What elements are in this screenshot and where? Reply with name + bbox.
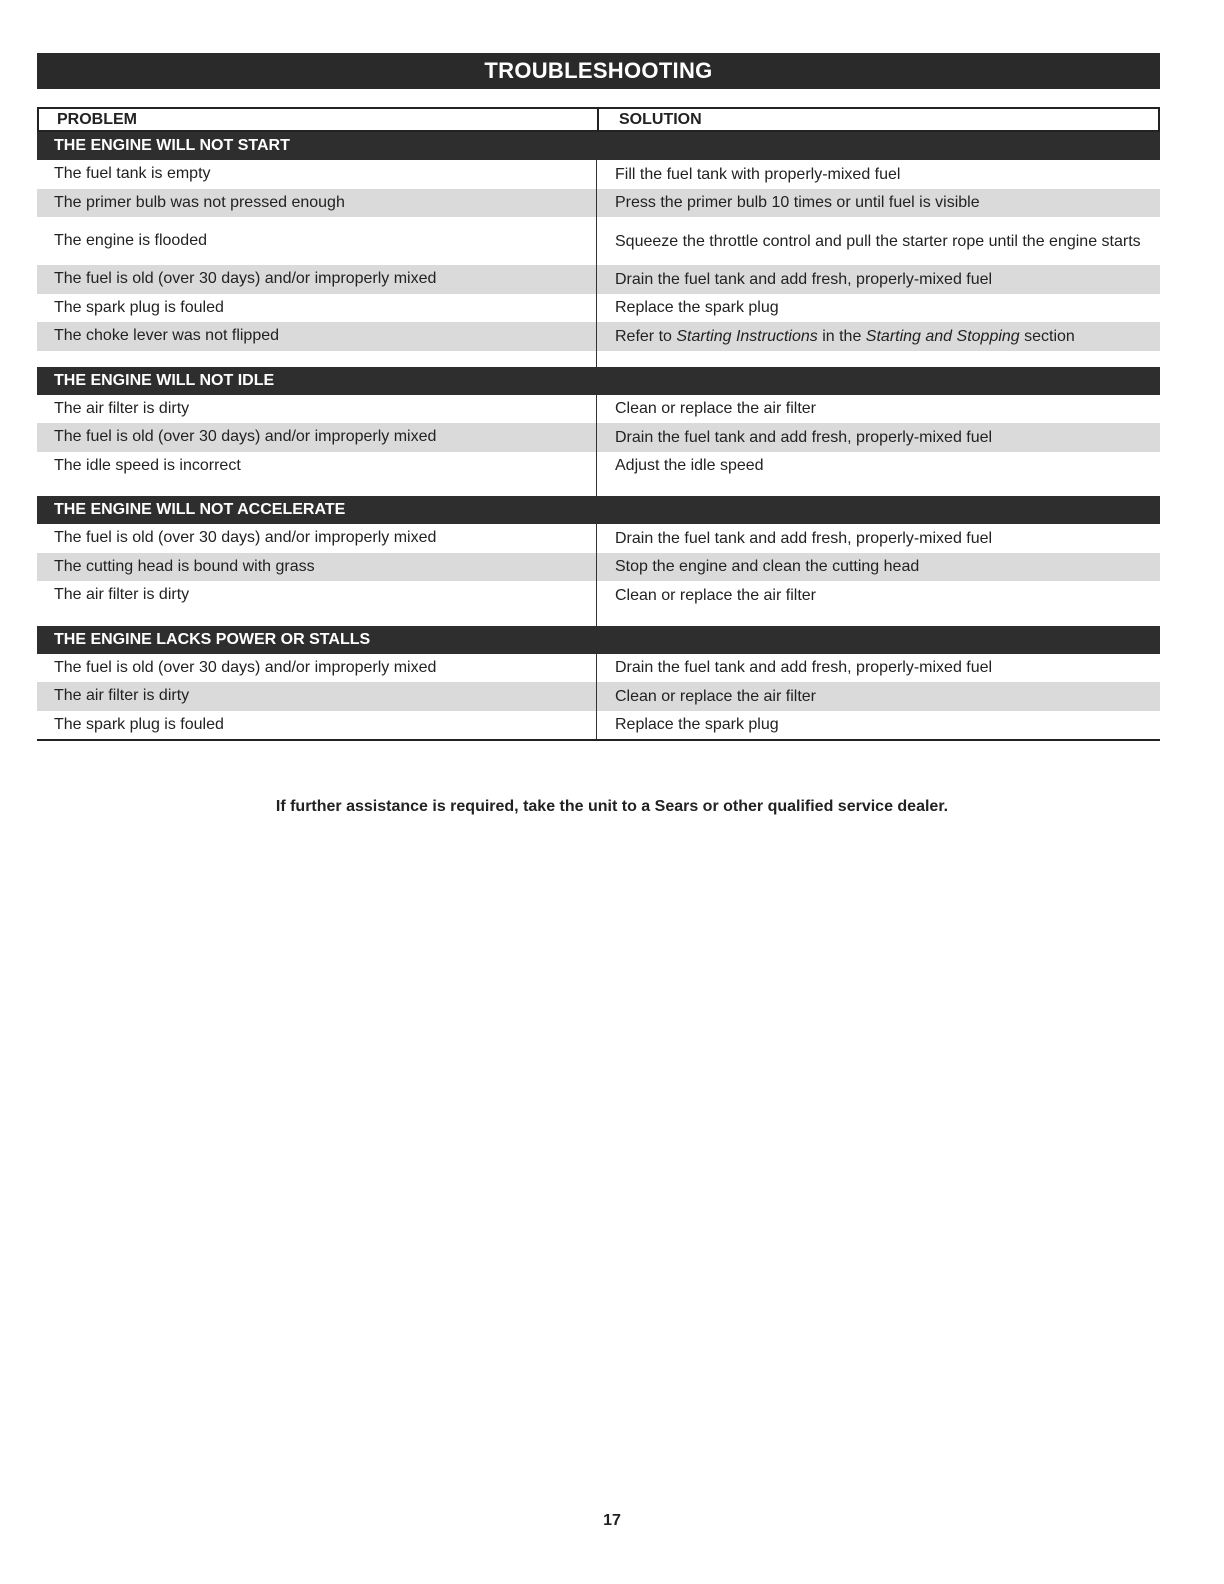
solution-cell: Adjust the idle speed	[615, 457, 764, 475]
solution-cell: Drain the fuel tank and add fresh, properly-mixed fuel	[615, 428, 993, 446]
solution-cell: Stop the engine and clean the cutting head	[615, 558, 920, 576]
solution-cell: Replace the spark plug	[615, 299, 779, 317]
table-bottom-rule	[37, 739, 1160, 741]
problem-cell: The air filter is dirty	[37, 581, 597, 610]
section-heading-will-not-idle: THE ENGINE WILL NOT IDLE	[37, 367, 1160, 395]
problem-cell: The air filter is dirty	[37, 395, 597, 424]
table-row	[37, 452, 1160, 481]
section-spacer	[37, 351, 1160, 367]
problem-cell: The cutting head is bound with grass	[37, 553, 597, 582]
table-row	[37, 395, 1160, 424]
table-row	[37, 160, 1160, 189]
table-row	[37, 524, 1160, 553]
page-title: TROUBLESHOOTING	[37, 53, 1160, 89]
problem-cell: The air filter is dirty	[37, 682, 597, 711]
solution-cell: Squeeze the throttle control and pull the starter rope until the engine starts	[615, 232, 1141, 250]
solution-cell: Drain the fuel tank and add fresh, properly-mixed fuel	[615, 529, 993, 547]
starting-and-stopping-reference: Starting and Stopping	[865, 327, 1020, 345]
solution-text: Refer to	[615, 327, 677, 345]
troubleshooting-table	[37, 107, 1160, 741]
problem-cell: The fuel is old (over 30 days) and/or improperly mixed	[37, 265, 597, 294]
table-header	[37, 107, 1160, 132]
solution-cell: Clean or replace the air filter	[615, 400, 816, 418]
solution-cell: Clean or replace the air filter	[615, 586, 816, 604]
solution-cell: Drain the fuel tank and add fresh, properly-mixed fuel	[615, 659, 993, 677]
problem-cell: The fuel is old (over 30 days) and/or improperly mixed	[37, 654, 597, 683]
problem-column-header: PROBLEM	[39, 109, 599, 130]
section-heading-will-not-accelerate: THE ENGINE WILL NOT ACCELERATE	[37, 496, 1160, 524]
solution-text: in the	[817, 327, 866, 345]
solution-cell: Fill the fuel tank with properly-mixed fuel	[615, 165, 901, 183]
solution-cell: Press the primer bulb 10 times or until fuel is visible	[615, 194, 980, 212]
table-row	[37, 322, 1160, 351]
table-row	[37, 553, 1160, 582]
solution-cell: Replace the spark plug	[615, 716, 779, 734]
problem-cell: The fuel is old (over 30 days) and/or improperly mixed	[37, 524, 597, 553]
table-row	[37, 581, 1160, 610]
table-row	[37, 423, 1160, 452]
section-heading-will-not-start: THE ENGINE WILL NOT START	[37, 132, 1160, 160]
problem-cell: The fuel is old (over 30 days) and/or improperly mixed	[37, 423, 597, 452]
table-row	[37, 189, 1160, 218]
table-row	[37, 682, 1160, 711]
solution-column-header: SOLUTION	[619, 111, 702, 128]
section-spacer	[37, 610, 1160, 626]
solution-cell: Clean or replace the air filter	[615, 687, 816, 705]
section-heading-lacks-power: THE ENGINE LACKS POWER OR STALLS	[37, 626, 1160, 654]
problem-cell: The idle speed is incorrect	[37, 452, 597, 481]
problem-cell: The primer bulb was not pressed enough	[37, 189, 597, 218]
problem-cell: The engine is flooded	[37, 217, 597, 265]
table-row	[37, 711, 1160, 740]
service-note: If further assistance is required, take the unit to a Sears or other qualified service dealer.	[275, 798, 949, 815]
table-row	[37, 217, 1160, 265]
table-row	[37, 294, 1160, 323]
problem-cell: The spark plug is fouled	[37, 711, 597, 740]
starting-instructions-reference: Starting Instructions	[676, 327, 818, 345]
page-number: 17	[603, 1512, 621, 1529]
problem-cell: The choke lever was not flipped	[37, 322, 597, 351]
solution-cell	[597, 322, 1160, 351]
section-spacer	[37, 480, 1160, 496]
table-row	[37, 654, 1160, 683]
problem-cell: The fuel tank is empty	[37, 160, 597, 189]
solution-cell: Drain the fuel tank and add fresh, properly-mixed fuel	[615, 270, 993, 288]
problem-cell: The spark plug is fouled	[37, 294, 597, 323]
table-row	[37, 265, 1160, 294]
solution-text: section	[1019, 327, 1075, 345]
